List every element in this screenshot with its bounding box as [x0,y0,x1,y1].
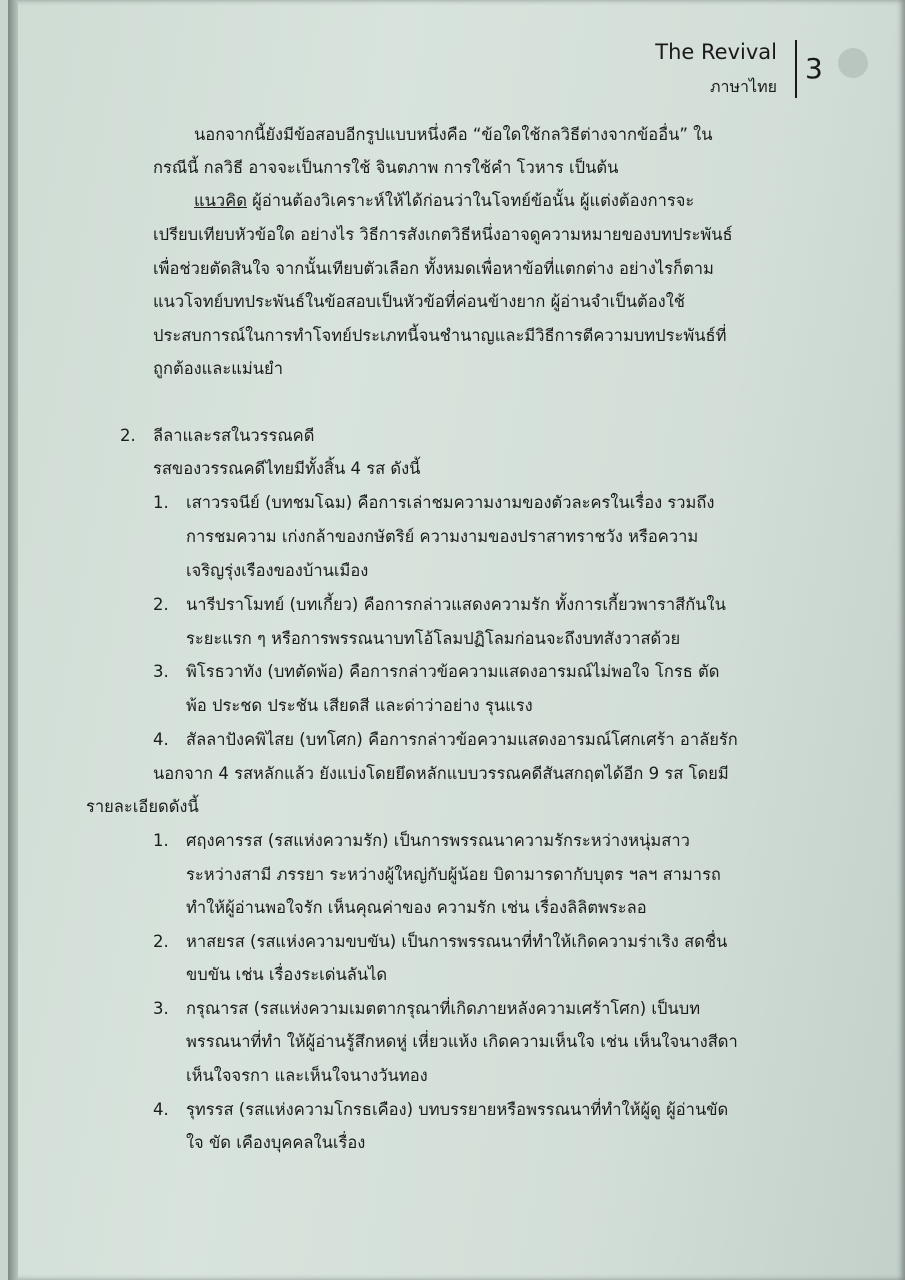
sanskrit-item-line: ขบขัน เช่น เรื่องระเด่นลันได [186,965,388,984]
intro-line-7: ประสบการณ์ในการทำโจทย์ประเภทนี้จนชำนาญและมีวิธีการตีความบทประพันธ์ที่ [153,326,727,345]
sanskrit-item-line: กรุณารส (รสแห่งความเมตตากรุณาที่เกิดภายหลังความเศร้าโศก) เป็นบท [186,999,701,1018]
sanskrit-item-line: ใจ ขัด เคืองบุคคลในเรื่อง [186,1133,366,1152]
concept-label: แนวคิด [194,191,247,210]
sanskrit-item-line: ศฤงคารรส (รสแห่งความรัก) เป็นการพรรณนาความรักระหว่างหนุ่มสาว [186,831,690,850]
page-number: 3 [805,52,823,85]
header-divider [795,40,797,98]
sanskrit-item-line: หาสยรส (รสแห่งความขบขัน) เป็นการพรรณนาที่ทำให้เกิดความร่าเริง สดชื่น [186,932,728,951]
sanskrit-item-line: รุทรรส (รสแห่งความโกรธเคือง) บทบรรยายหรือพรรณนาที่ทำให้ผู้ดู ผู้อ่านขัด [186,1100,729,1119]
rasa-item-line: ระยะแรก ๆ หรือการพรรณนาบทโอ้โลมปฏิโลมก่อนจะถึงบทสังวาสด้วย [186,629,681,648]
sanskrit-item-line: ระหว่างสามี ภรรยา ระหว่างผู้ใหญ่กับผู้น้อย บิดามารดากับบุตร ฯลฯ สามารถ [186,865,721,884]
rasa-item-line: เสาวรจนีย์ (บทชมโฉม) คือการเล่าชมความงามของตัวละครในเรื่อง รวมถึง [186,493,715,512]
section-number: 2. [120,426,136,445]
rasa-item-line: เจริญรุ่งเรืองของบ้านเมือง [186,561,369,580]
sanskrit-item-number: 4. [153,1100,169,1119]
sanskrit-item-number: 3. [153,999,169,1018]
bleed-through-mark [838,48,868,78]
rasa-item-number: 2. [153,595,169,614]
header-subtitle: ภาษาไทย [709,77,777,96]
intro-line-3 [194,190,694,212]
sanskrit-item-line: พรรณนาที่ทำ ให้ผู้อ่านรู้สึกหดหู่ เหี่ยวแห้ง เกิดความเห็นใจ เช่น เห็นใจนางสีดา [186,1032,738,1051]
header-title: The Revival [655,40,777,64]
transition-line-2: รายละเอียดดังนี้ [86,797,199,816]
intro-line-8: ถูกต้องและแม่นยำ [153,359,283,378]
section-heading: ลีลาและรสในวรรณคดี [153,426,315,445]
rasa-item-number: 4. [153,730,169,749]
intro-line-2: กรณีนี้ กลวิธี อาจจะเป็นการใช้ จินตภาพ การใช้คำ โวหาร เป็นต้น [153,158,619,177]
intro-line-4: เปรียบเทียบหัวข้อใด อย่างไร วิธีการสังเกตวิธีหนึ่งอาจดูความหมายของบทประพันธ์ [153,225,733,244]
rasa-item-number: 1. [153,493,169,512]
intro-line-5: เพื่อช่วยตัดสินใจ จากนั้นเทียบตัวเลือก ทั้งหมดเพื่อหาข้อที่แตกต่าง อย่างไรก็ตาม [153,259,714,278]
page-edge-shadow [8,0,18,1280]
intro-line-6: แนวโจทย์บทประพันธ์ในข้อสอบเป็นหัวข้อที่ค่อนข้างยาก ผู้อ่านจำเป็นต้องใช้ [153,292,685,311]
sanskrit-item-line: ทำให้ผู้อ่านพอใจรัก เห็นคุณค่าของ ความรัก เช่น เรื่องลิลิตพระลอ [186,898,647,917]
rasa-item-line: นารีปราโมทย์ (บทเกี้ยว) คือการกล่าวแสดงความรัก ทั้งการเกี้ยวพาราสีกันใน [186,595,726,614]
intro-line-1: นอกจากนี้ยังมีข้อสอบอีกรูปแบบหนึ่งคือ “ข้อใดใช้กลวิธีต่างจากข้ออื่น” ใน [194,125,713,144]
section-lead: รสของวรรณคดีไทยมีทั้งสิ้น 4 รส ดังนี้ [153,459,421,478]
rasa-item-line: พิโรธวาทัง (บทตัดพ้อ) คือการกล่าวข้อความแสดงอารมณ์ไม่พอใจ โกรธ ตัด [186,662,720,681]
document-page [8,0,905,1280]
sanskrit-item-number: 2. [153,932,169,951]
transition-line-1: นอกจาก 4 รสหลักแล้ว ยังแบ่งโดยยึดหลักแบบวรรณคดีสันสกฤตได้อีก 9 รส โดยมี [153,764,729,783]
rasa-item-line: การชมความ เก่งกล้าของกษัตริย์ ความงามของปราสาทราชวัง หรือความ [186,527,699,546]
sanskrit-item-number: 1. [153,831,169,850]
intro-line-3-text: ผู้อ่านต้องวิเคราะห์ให้ได้ก่อนว่าในโจทย์ข้อนั้น ผู้แต่งต้องการจะ [246,191,695,210]
sanskrit-item-line: เห็นใจจรกา และเห็นใจนางวันทอง [186,1066,428,1085]
rasa-item-number: 3. [153,662,169,681]
rasa-item-line: สัลลาปังคพิไสย (บทโศก) คือการกล่าวข้อความแสดงอารมณ์โศกเศร้า อาลัยรัก [186,730,738,749]
rasa-item-line: พ้อ ประชด ประชัน เสียดสี และด่าว่าอย่าง รุนแรง [186,696,533,715]
